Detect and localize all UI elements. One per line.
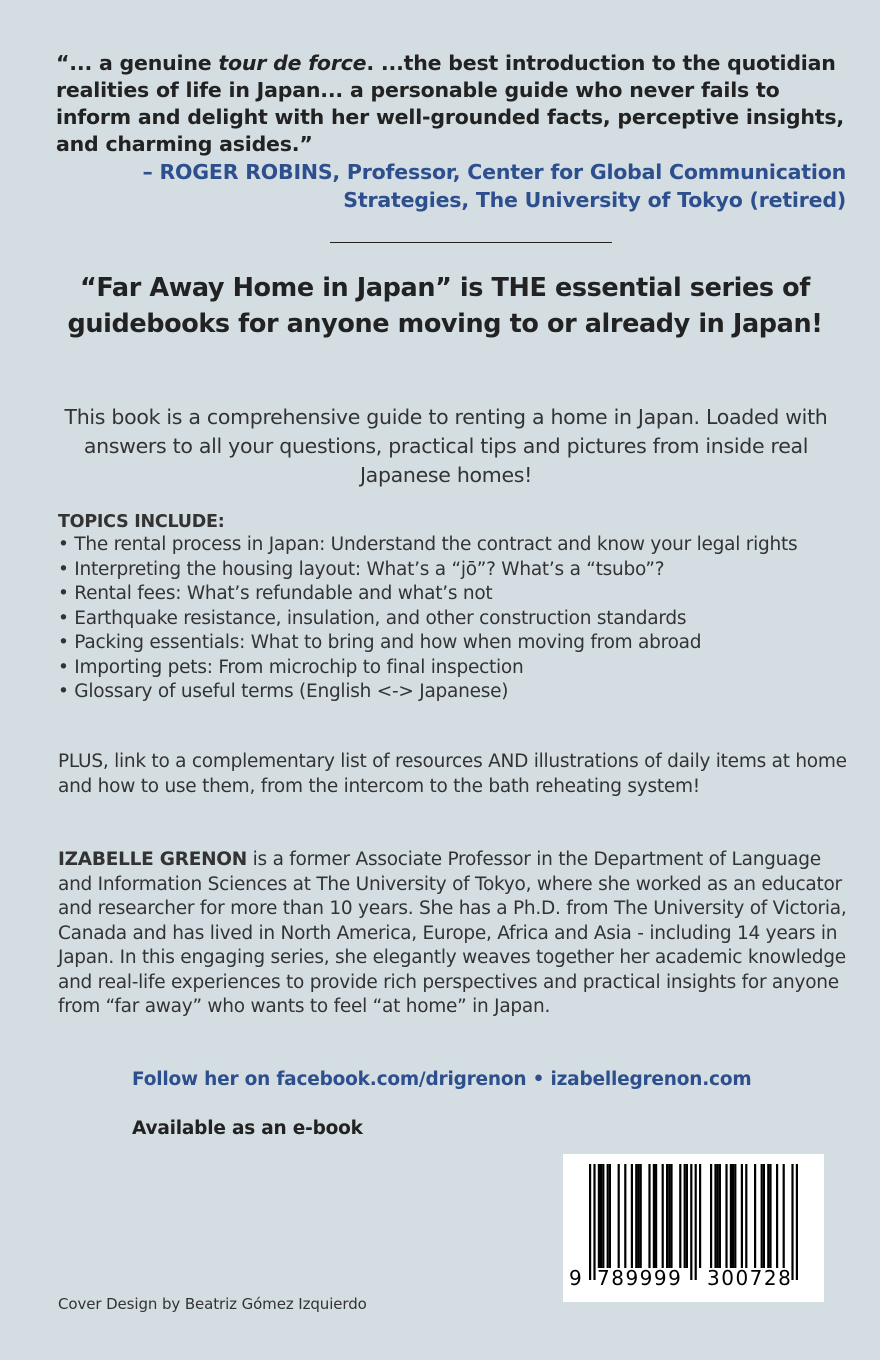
- barcode-bar: [745, 1164, 747, 1268]
- barcode-bar: [670, 1164, 672, 1268]
- isbn-barcode: [563, 1154, 824, 1302]
- barcode-bar: [648, 1164, 650, 1268]
- barcode-bar: [684, 1164, 686, 1268]
- barcode-bar: [635, 1164, 637, 1268]
- barcode-bar: [699, 1164, 701, 1268]
- barcode-bar: [734, 1164, 736, 1268]
- barcode-bar: [637, 1164, 639, 1268]
- barcode-bar: [609, 1164, 611, 1268]
- series-headline: “Far Away Home in Japan” is THE essential series of guidebooks for anyone moving to or already in Japan!: [67, 273, 823, 339]
- barcode-bar: [717, 1164, 719, 1268]
- cover-design-credit: Cover Design by Beatriz Gómez Izquierdo: [58, 1295, 367, 1313]
- list-item: • Earthquake resistance, insulation, and other construction standards: [58, 607, 848, 632]
- barcode-bar: [631, 1164, 633, 1268]
- follow-links: Follow her on facebook.com/drigrenon • izabellegrenon.com: [132, 1069, 752, 1090]
- barcode-bar: [767, 1164, 769, 1268]
- barcode-bar: [618, 1164, 620, 1268]
- barcode-bar: [730, 1164, 732, 1268]
- quote-text-start: “... a genuine: [56, 51, 219, 75]
- barcode-bar: [732, 1164, 734, 1268]
- plus-paragraph: PLUS, link to a complementary list of resources AND illustrations of daily items at home and how to use them, from the intercom to the bath reheating system!: [58, 751, 847, 797]
- list-item: • Packing essentials: What to bring and how when moving from abroad: [58, 631, 848, 656]
- book-intro: This book is a comprehensive guide to renting a home in Japan. Loaded with answers to all your questions, practical tips and pictures from inside real Japanese homes!: [64, 405, 828, 487]
- barcode-bar: [796, 1164, 798, 1280]
- quote-text-end: . ...the best introduction to the quotidian realities of life in Japan... a personable guide who never fails to inform and delight with her well-grounded facts, perceptive insights, and charming asides.”: [56, 51, 844, 156]
- list-item: • Glossary of useful terms (English <-> Japanese): [58, 680, 848, 705]
- topics-list: [58, 533, 848, 705]
- topics-heading: TOPICS INCLUDE:: [58, 512, 225, 532]
- barcode-bar: [655, 1164, 657, 1268]
- barcode-bar: [679, 1164, 681, 1268]
- isbn-first-digit: 9: [569, 1266, 582, 1290]
- barcode-bar: [593, 1164, 595, 1280]
- author-bio: [58, 848, 848, 1020]
- ebook-availability: Available as an e-book: [132, 1118, 363, 1139]
- barcode-bar: [725, 1164, 727, 1268]
- barcode-bar: [662, 1164, 664, 1268]
- barcode-bar: [710, 1164, 712, 1268]
- barcode-bar: [653, 1164, 655, 1268]
- barcode-bar: [776, 1164, 778, 1268]
- barcode-bar: [607, 1164, 609, 1268]
- barcode-bar: [754, 1164, 756, 1268]
- barcode-bar: [763, 1164, 765, 1268]
- barcode-bar: [761, 1164, 763, 1268]
- barcode-bar: [714, 1164, 716, 1268]
- endorsement-quote: [56, 50, 846, 158]
- isbn-digits: [563, 1266, 824, 1294]
- barcode-bar: [719, 1164, 721, 1268]
- attribution-line-2: Strategies, The University of Tokyo (retired): [343, 188, 846, 212]
- barcode-bar: [600, 1164, 602, 1268]
- isbn-right-digits: 300728: [707, 1266, 793, 1290]
- barcode-bar: [666, 1164, 668, 1268]
- barcode-bar: [668, 1164, 670, 1268]
- list-item: • The rental process in Japan: Understand the contract and know your legal rights: [58, 533, 848, 558]
- list-item: • Rental fees: What’s refundable and what’s not: [58, 582, 848, 607]
- barcode-bar: [741, 1164, 743, 1268]
- attribution-line-1: – ROGER ROBINS, Professor, Center for Global Communication: [142, 160, 846, 184]
- barcode-bar: [686, 1164, 688, 1268]
- barcode-bar: [791, 1164, 793, 1280]
- section-divider: [330, 242, 612, 243]
- barcode-bar: [783, 1164, 785, 1268]
- barcode-bar: [589, 1164, 591, 1280]
- barcode-bar: [690, 1164, 692, 1280]
- author-bio-text: is a former Associate Professor in the Department of Language and Information Sciences at The University of Tokyo, where she worked as an educator and researcher for more than 10 years. She has a Ph.D. from The University of Victoria, Canada and has lived in North America, Europe, Africa and Asia - including 14 years in Japan. In this engaging series, she elegantly weaves together her academic knowledge and real-life experiences to provide rich perspectives and practical insights for anyone from “far away” who wants to feel “at home” in Japan.: [58, 849, 847, 1017]
- quote-italic-phrase: tour de force: [218, 51, 367, 75]
- list-item: • Importing pets: From microchip to final inspection: [58, 656, 848, 681]
- barcode-bar: [640, 1164, 642, 1268]
- barcode-bar: [624, 1164, 626, 1268]
- author-name: IZABELLE GRENON: [58, 849, 248, 870]
- list-item: • Interpreting the housing layout: What’s a “jō”? What’s a “tsubo”?: [58, 558, 848, 583]
- barcode-bar: [602, 1164, 604, 1268]
- barcode-bar: [598, 1164, 600, 1268]
- isbn-left-digits: 789999: [597, 1266, 683, 1290]
- barcode-bar: [695, 1164, 697, 1280]
- barcode-bar: [769, 1164, 771, 1268]
- quote-attribution: [126, 158, 846, 214]
